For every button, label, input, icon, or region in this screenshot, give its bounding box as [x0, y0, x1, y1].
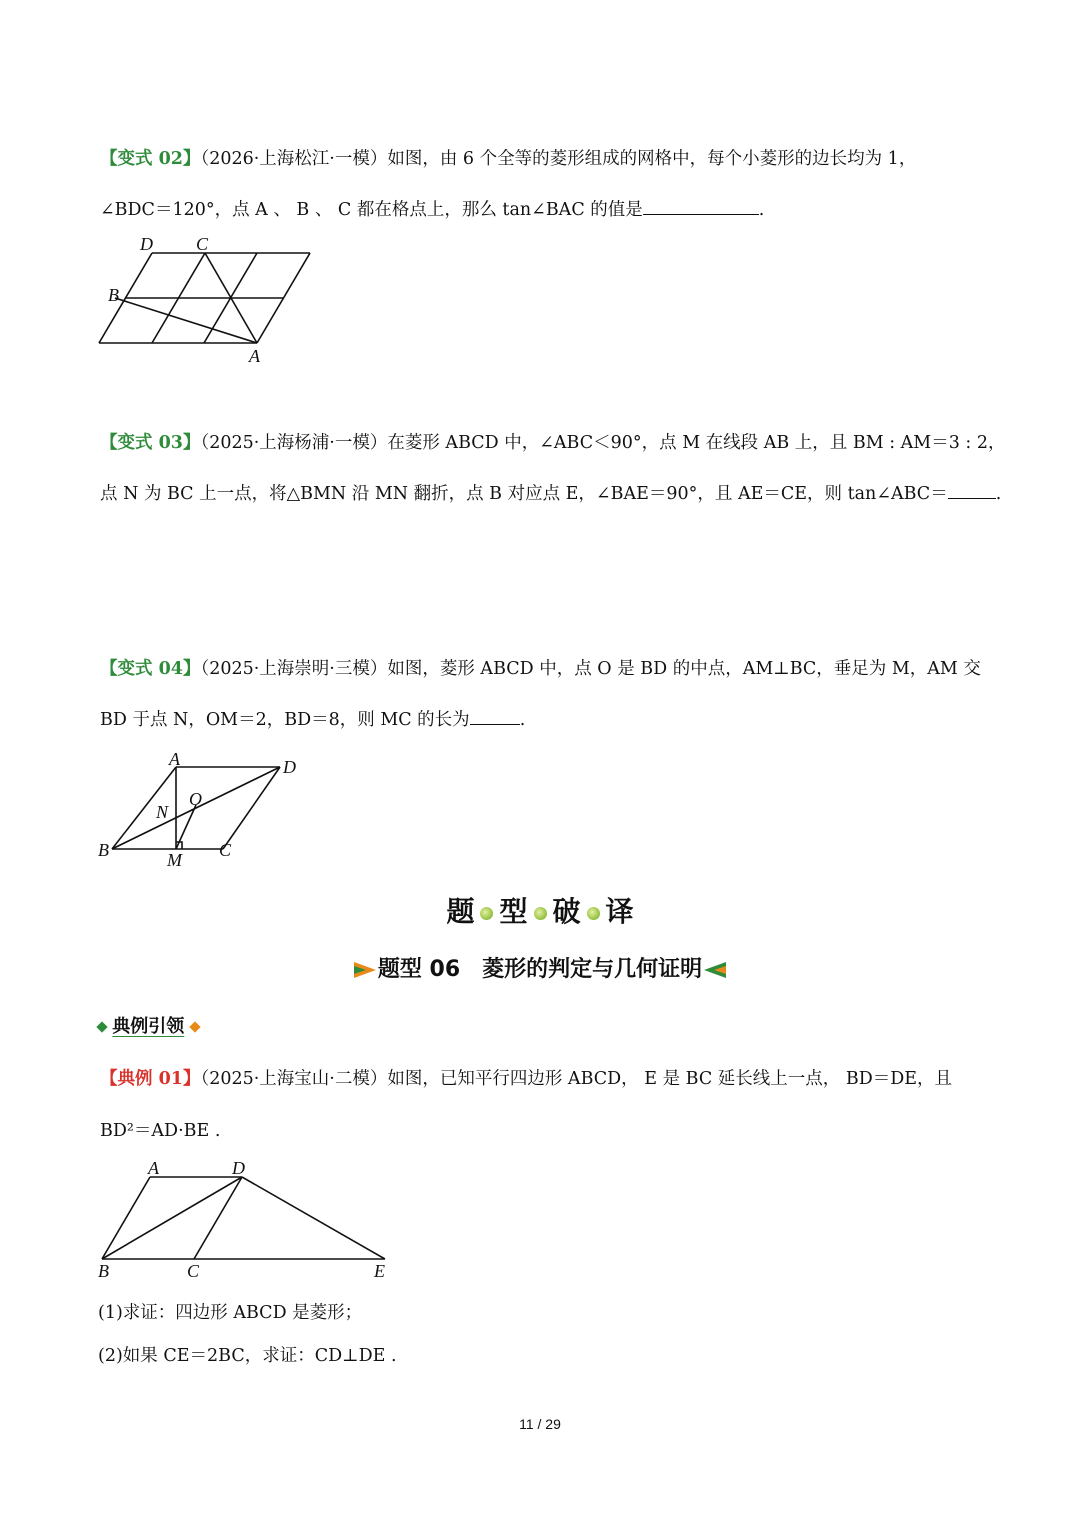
label-D: D	[140, 234, 153, 254]
label-A: A	[249, 346, 260, 366]
answer-blank	[643, 196, 759, 215]
v02-tag: 【变式 02】	[100, 149, 201, 169]
label-O: O	[189, 789, 202, 809]
v04-tag: 【变式 04】	[100, 659, 201, 679]
parallelogram-figure	[90, 1152, 400, 1282]
left-arrow-icon	[702, 959, 728, 981]
e01-line2: BD²＝AD·BE .	[100, 1121, 221, 1141]
v03-text1: （2025·上海杨浦·一模）在菱形 ABCD 中，∠ABC＜90°，点 M 在线段 AB 上，且 BM : AM＝3 : 2，	[200, 433, 1006, 453]
type-title-row	[0, 952, 1080, 983]
dot-icon	[587, 907, 600, 920]
title-char: 破	[552, 895, 581, 928]
v03-text2: 点 N 为 BC 上一点，将△BMN 沿 MN 翻折，点 B 对应点 E，∠BAE＝90°，且 AE＝CE，则 tan∠ABC＝	[100, 484, 948, 504]
label-M: M	[167, 850, 182, 870]
v02-text1: （2026·上海松江·一模）如图，由 6 个全等的菱形组成的网格中，每个小菱形的边长均为 1，	[200, 149, 917, 169]
right-arrow-icon	[352, 959, 378, 981]
v04-text2: BD 于点 N，OM＝2，BD＝8，则 MC 的长为	[100, 710, 470, 730]
label-C: C	[196, 234, 209, 254]
label-D: D	[283, 757, 296, 777]
label-B: B	[98, 1261, 109, 1281]
v03-tag: 【变式 03】	[100, 433, 201, 453]
example-lead-row	[98, 1012, 199, 1038]
diamond-icon	[96, 1021, 107, 1032]
answer-blank	[948, 480, 996, 499]
type-title: 题型 06 菱形的判定与几何证明	[377, 957, 703, 982]
v03-period: .	[995, 484, 1002, 504]
label-B: B	[108, 285, 119, 305]
label-E: E	[374, 1261, 385, 1281]
answer-blank	[470, 706, 520, 725]
v02-period: .	[758, 200, 765, 220]
label-B: B	[98, 840, 109, 860]
section-title	[0, 890, 1080, 930]
v02-line1	[100, 146, 916, 172]
page-number: 11 / 29	[519, 1416, 561, 1432]
diamond-icon	[189, 1021, 200, 1032]
label-N: N	[156, 802, 169, 822]
e01-text1: （2025·上海宝山·二模）如图，已知平行四边形 ABCD， E 是 BC 延长线上一点， BD＝DE，且	[200, 1069, 953, 1089]
v03-line2	[100, 480, 1001, 507]
label-C: C	[187, 1261, 200, 1281]
title-char: 译	[605, 895, 634, 928]
v04-text1: （2025·上海崇明·三模）如图，菱形 ABCD 中，点 O 是 BD 的中点，AM⊥BC，垂足为 M，AM 交	[200, 659, 981, 679]
title-char: 题	[446, 895, 475, 928]
rhombus-abcd-figure	[90, 745, 310, 875]
title-char: 型	[499, 895, 528, 928]
v02-line2	[100, 196, 764, 223]
dot-icon	[480, 907, 493, 920]
question-1: (1)求证：四边形 ABCD 是菱形；	[98, 1303, 363, 1323]
label-D: D	[232, 1158, 245, 1178]
v03-line1	[100, 430, 1006, 456]
v02-text2: ∠BDC＝120°，点 A 、 B 、 C 都在格点上，那么 tan∠BAC 的值是	[100, 200, 643, 220]
e01-line1	[100, 1066, 952, 1092]
label-A: A	[148, 1158, 159, 1178]
label-C: C	[219, 840, 232, 860]
v04-line2	[100, 706, 525, 733]
rhombus-grid-figure	[90, 228, 330, 368]
label-A: A	[169, 749, 180, 769]
dot-icon	[534, 907, 547, 920]
v04-line1	[100, 656, 981, 682]
example-lead: 典例引领	[112, 1016, 185, 1037]
question-2: (2)如果 CE＝2BC，求证：CD⊥DE .	[98, 1346, 397, 1366]
e01-tag: 【典例 01】	[100, 1069, 201, 1089]
v04-period: .	[519, 710, 526, 730]
